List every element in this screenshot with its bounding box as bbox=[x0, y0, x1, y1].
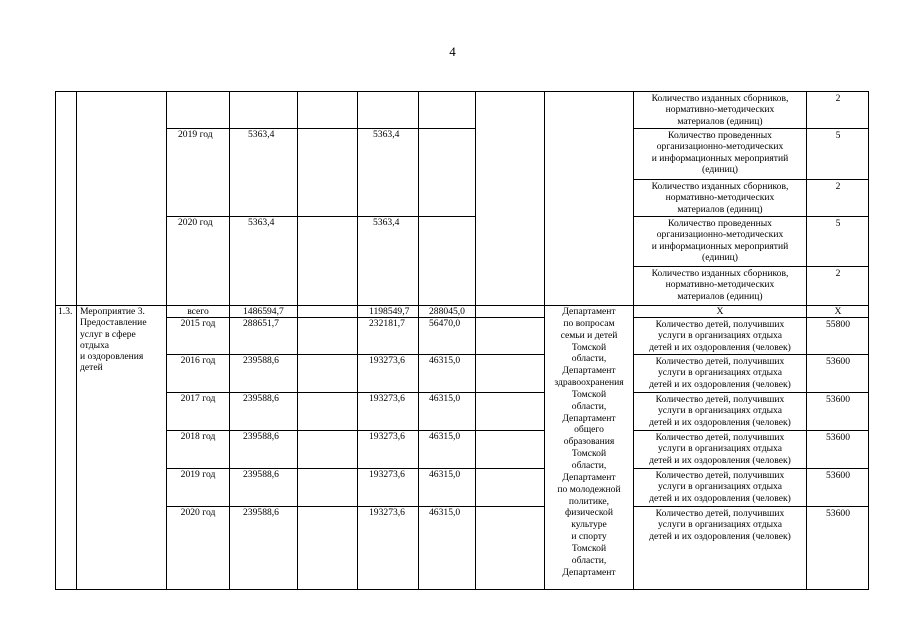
measure-row-year: 2015 год bbox=[180, 318, 216, 329]
measure-row-value: 53600 bbox=[826, 508, 850, 519]
col-rule-num bbox=[76, 91, 77, 590]
col-rule-year bbox=[229, 91, 230, 590]
top-value-4: 5 bbox=[835, 218, 841, 229]
measure-row-local: 46315,0 bbox=[429, 469, 461, 480]
top-indicator-3: Количество изданных сборников, нормативно-методических материалов (единиц) bbox=[651, 181, 789, 215]
measure-number: 1.3. bbox=[58, 306, 73, 317]
top-year-2019: 2019 год bbox=[178, 129, 213, 140]
measure-row-indicator: Количество детей, получивших услуги в организациях отдыха детей и их оздоровления (человек) bbox=[649, 432, 791, 466]
top-year-2020: 2020 год bbox=[178, 217, 213, 228]
measure-row-value: 53600 bbox=[826, 356, 850, 367]
row-rule-ind-3 bbox=[633, 216, 869, 217]
col-rule-regional bbox=[418, 91, 419, 590]
measure-row-total: 288651,7 bbox=[243, 318, 279, 329]
top-value-5: 2 bbox=[835, 268, 841, 279]
measure-row-regional: 193273,6 bbox=[369, 355, 405, 366]
top-indicator-2: Количество проведенных организационно-методических и информационных мероприятий (единиц) bbox=[651, 130, 789, 175]
top-value-3: 2 bbox=[835, 181, 841, 192]
measure-row-indicator: Количество детей, получивших услуги в организациях отдыха детей и их оздоровления (человек) bbox=[649, 470, 791, 504]
measure-row-regional: 1198549,7 bbox=[369, 306, 410, 317]
top-total-2019: 5363,4 bbox=[248, 129, 275, 140]
measure-row-total: 239588,6 bbox=[243, 469, 279, 480]
top-indicator-5: Количество изданных сборников, нормативно-методических материалов (единиц) bbox=[651, 268, 789, 302]
top-indicator-1: Количество изданных сборников, нормативно-методических материалов (единиц) bbox=[651, 93, 789, 127]
measure-row-indicator: Количество детей, получивших услуги в организациях отдыха детей и их оздоровления (человек) bbox=[649, 508, 791, 542]
top-indicator-4: Количество проведенных организационно-методических и информационных мероприятий (единиц) bbox=[651, 218, 789, 263]
page-number: 4 bbox=[449, 44, 456, 59]
measure-row-regional: 193273,6 bbox=[369, 469, 405, 480]
measure-row-local: 46315,0 bbox=[429, 431, 461, 442]
measure-row-value: 53600 bbox=[826, 394, 850, 405]
measure-row-local: 46315,0 bbox=[429, 355, 461, 366]
measure-row-indicator: Количество детей, получивших услуги в организациях отдыха детей и их оздоровления (человек) bbox=[649, 319, 791, 353]
row-rule-year-right-2 bbox=[633, 430, 869, 431]
measure-row-total: 239588,6 bbox=[243, 431, 279, 442]
measure-row-regional: 232181,7 bbox=[369, 318, 405, 329]
measure-row-regional: 193273,6 bbox=[369, 507, 405, 518]
col-rule-local bbox=[475, 91, 476, 590]
row-rule-year-right-1 bbox=[633, 392, 869, 393]
measure-row-year: 2019 год bbox=[180, 469, 216, 480]
row-rule-ind-2 bbox=[633, 179, 869, 180]
measure-row-year: 2017 год bbox=[180, 393, 216, 404]
measure-row-year: всего bbox=[187, 306, 209, 317]
row-rule-ind-1 bbox=[633, 128, 869, 129]
measure-row-local: 46315,0 bbox=[429, 507, 461, 518]
measure-row-value: 53600 bbox=[826, 432, 850, 443]
measure-row-value: 55800 bbox=[826, 319, 850, 330]
top-value-2: 5 bbox=[835, 130, 841, 141]
measure-row-year: 2016 год bbox=[180, 355, 216, 366]
measure-row-value: 53600 bbox=[826, 470, 850, 481]
col-rule-total bbox=[297, 91, 298, 590]
measure-row-total: 1486594,7 bbox=[243, 306, 284, 317]
top-value-1: 2 bbox=[835, 93, 841, 104]
measure-name: Мероприятие 3. Предоставление услуг в сфере отдыха и оздоровления детей bbox=[80, 306, 147, 374]
measure-executor: Департамент по вопросам семьи и детей Томской области, Департамент здравоохранения Томской области, Департамент общего образования Томской области, Департамент по молодежной политике, физической культуре и спорту Томской области, Департамент bbox=[554, 306, 624, 578]
top-total-2020: 5363,4 bbox=[248, 217, 275, 228]
measure-row-total: 239588,6 bbox=[243, 507, 279, 518]
row-rule-year-right-0 bbox=[633, 354, 869, 355]
measure-row-indicator: Количество детей, получивших услуги в организациях отдыха детей и их оздоровления (человек) bbox=[649, 394, 791, 428]
measure-row-local: 56470,0 bbox=[429, 318, 461, 329]
col-rule-federal bbox=[357, 91, 358, 590]
measure-row-total: 239588,6 bbox=[243, 355, 279, 366]
measure-row-local: 46315,0 bbox=[429, 393, 461, 404]
top-regional-2019: 5363,4 bbox=[373, 129, 400, 140]
measure-row-regional: 193273,6 bbox=[369, 431, 405, 442]
measure-row-year: 2020 год bbox=[180, 507, 216, 518]
measure-row-total: 239588,6 bbox=[243, 393, 279, 404]
top-regional-2020: 5363,4 bbox=[373, 217, 400, 228]
row-rule-year-right-4 bbox=[633, 506, 869, 507]
measure-row-value: X bbox=[834, 306, 842, 317]
measure-row-indicator: X bbox=[716, 306, 724, 317]
row-rule-ind-4 bbox=[633, 266, 869, 267]
measure-row-local: 288045,0 bbox=[429, 306, 465, 317]
row-rule-year-right-3 bbox=[633, 468, 869, 469]
measure-row-indicator: Количество детей, получивших услуги в организациях отдыха детей и их оздоровления (человек) bbox=[649, 356, 791, 390]
measure-row-year: 2018 год bbox=[180, 431, 216, 442]
measure-row-regional: 193273,6 bbox=[369, 393, 405, 404]
